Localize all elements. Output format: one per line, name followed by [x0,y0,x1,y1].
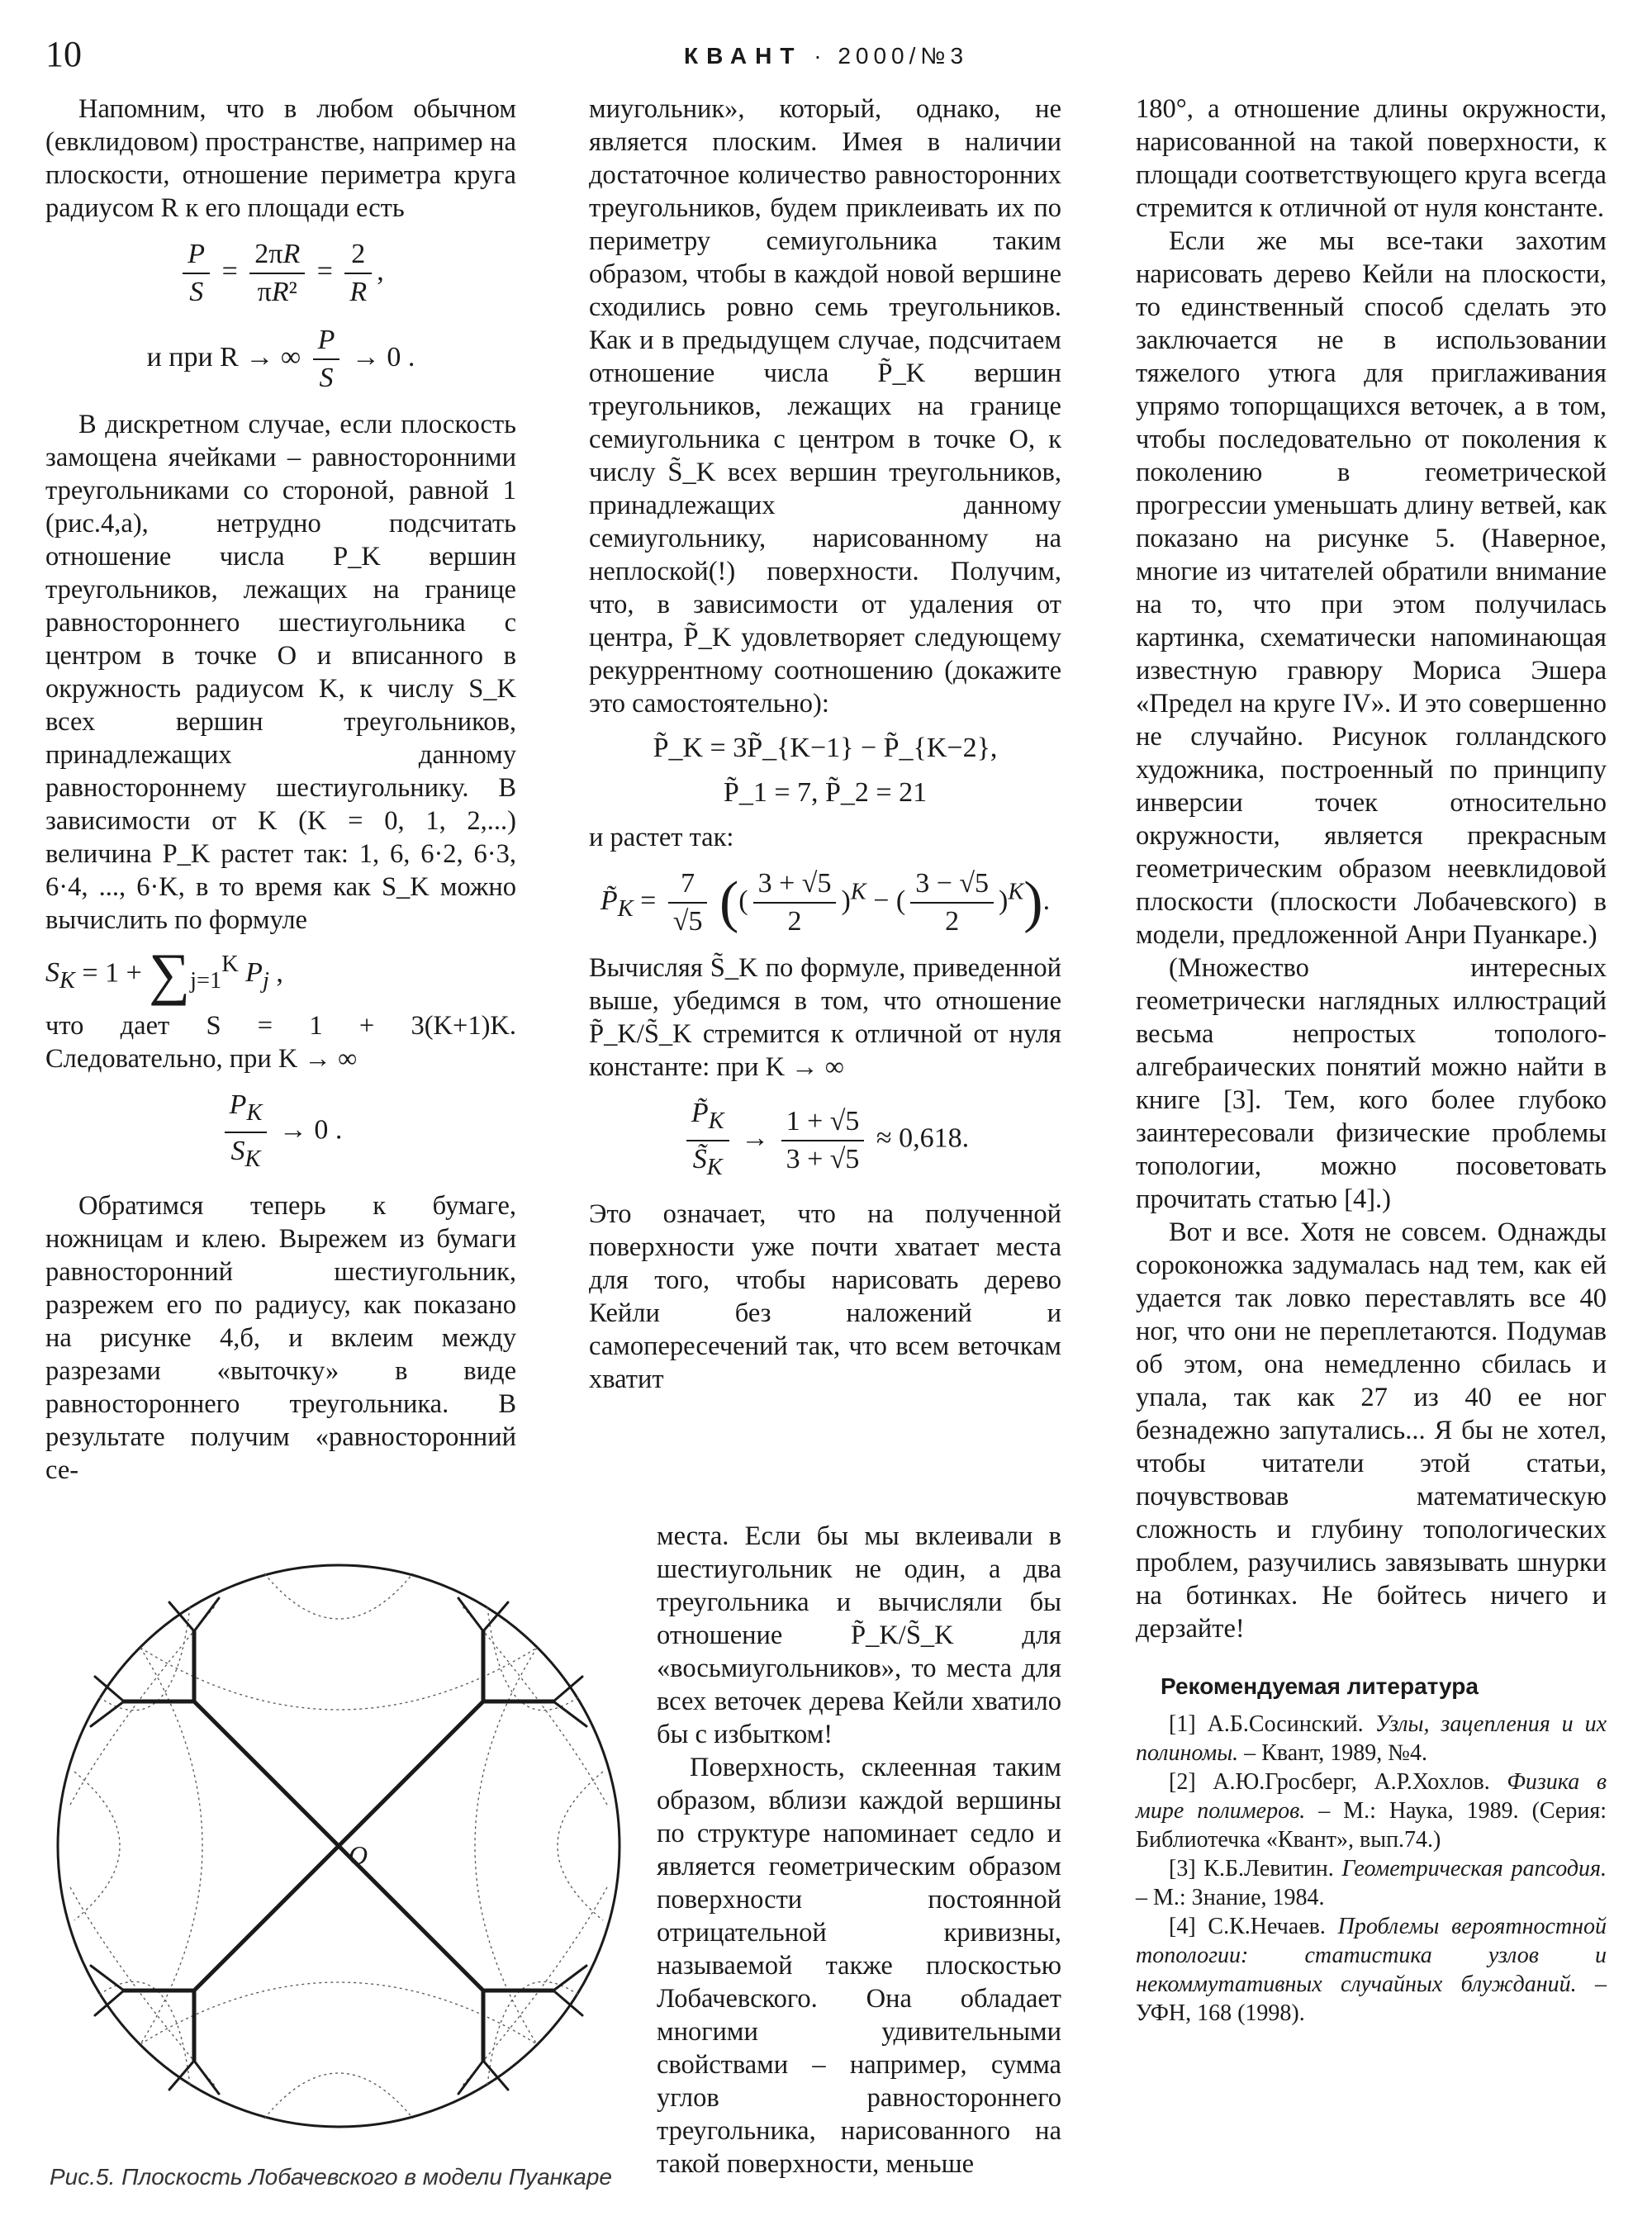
paragraph: Если же мы все-таки захотим нарисовать дерево Кейли на плоскости, то единственный способ сделать это заключается не в использовании тяжелого утюга для приглаживания упрямо топорщащихся веточек, а в том, чтобы последовательно от поколения к поколению в геометрической прогрессии уменьшать длину ветвей, как показано на рисунке 5. (Наверное, многие из читателей обратили внимание на то, что при этом получилась картинка, схематически напоминающая известную гравюру Мориса Эшера «Предел на круге IV». И это совершенно не случайно. Рисунок голландского художника, построенный по принципу инверсии точек относительно окружности, является прекрасным геометрическим образом неевклидовой плоскости (плоскости Лобачевского) в модели, предложенной Анри Пуанкаре.) [1136,226,1607,950]
paragraph: Поверхность, склеенная таким образом, вблизи каждой вершины по структуре напоминает седло и является геометрическим образом поверхности постоянной отрицательной кривизны, называемой также плоскостью Лобачевского. Она обладает многими удивительными свойствами – например, сумма углов равностороннего треугольника, нарисованного на такой поверхности, меньше [657,1753,1061,2179]
center-label: O [349,1840,368,1870]
cayley-tree [91,1598,586,2094]
paragraph: Вычисляя S̃_K по формуле, приведенной выше, убедимся в том, что отношение P̃_K/S̃_K стремится к отличной от нуля константе: при K → ∞ [589,953,1061,1082]
formula-text: и при R → ∞ [146,341,301,372]
page-header [0,33,1652,83]
formula-initial: P̃_1 = 7, P̃_2 = 21 [723,777,928,808]
paragraph: Обратимся теперь к бумаге, ножницам и клею. Вырежем из бумаги равносторонний шестиугольник, разрежем его по радиусу, как показано на рисунке 4,б, и вклеим между разрезами «выточку» в виде равностороннего треугольника. В результате получим «равносторонний се- [45,1190,516,1485]
formula-recurrence: P̃_K = 3P̃_{K−1} − P̃_{K−2}, [653,733,998,763]
issue-number: · 2000/№3 [814,43,969,69]
paragraph: миугольник», который, однако, не является плоским. Имея в наличии достаточное количество равносторонних треугольников, будем приклеивать их по периметру семиугольника таким образом, чтобы в каждой новой вершине сходились ровно семь треугольников. Как и в предыдущем случае, подсчитаем отношение числа P̃_K вершин треугольников, лежащих на границе семиугольника с центром в точке O, к числу S̃_K всех вершин треугольников, принадлежащих данному семиугольнику, нарисованному на неплоской(!) поверхности. Получим, что, в зависимости от удаления от центра, P̃_K удовлетворяет следующему рекуррентному соотношению (докажите это самостоятельно): [589,94,1061,719]
formula-growth: $P̃_K$ = $\frac{7}{√5}$ (( $\frac{3 + √5}{2}$ )$^K$ − ( $\frac{3 - √5}{2}$ )$^K$). [589,866,1061,940]
references-list [1136,1710,1607,2028]
reference-item: [2] А.Ю.Гросберг, А.Р.Хохлов. Физика в мире полимеров. – М.: Наука, 1989. (Серия: Библиотечка «Квант», вып.74.) [1136,1769,1607,1853]
paragraph: (Множество интересных геометрически наглядных иллюстраций весьма непростых тополого-алгебраических понятий можно найти в книге [3]. Тем, кого более глубоко заинтересовали физические проблемы топологии, можно посоветовать прочитать статью [4].) [1136,953,1607,1214]
paragraph: и растет так: [589,823,734,852]
column-3 [1136,93,1607,2028]
paragraph: Вот и все. Хотя не совсем. Однажды сороконожка задумалась над тем, как ей удается так ловко переставлять все 40 ног, что они не переплетаются. Подумав об этом, она немедленно сбилась и упала, так как 27 из 40 ее ног безнадежно запутались... Я бы не хотел, чтобы читатели этой статьи, почувствовав математическую сложность и глубину топологических проблем, разучились завязывать шнурки на ботинках. Не бойтесь ничего и дерзайте! [1136,1217,1607,1644]
paragraph: Напомним, что в любом обычном (евклидовом) пространстве, например на плоскости, отношение периметра круга радиусом R к его площади есть [45,94,516,223]
formula-value: ≈ 0,618. [876,1122,970,1154]
formula-sum: $S_K = 1 + \sum_{j=1}^K$ $P_j$ , [45,942,283,1007]
reference-item: [3] К.Б.Левитин. Геометрическая рапсодия. – М.: Знание, 1984. [1136,1856,1607,1910]
references-heading: Рекомендуемая литература [1161,1673,1479,1699]
reference-item: [4] С.К.Нечаев. Проблемы вероятностной топологии: статистика узлов и некоммутативных случайных блужданий. – УФН, 168 (1998). [1136,1914,1607,2026]
paragraph: 180°, а отношение длины окружности, нарисованной на такой поверхности, к площади соответствующего круга всегда стремится к отличной от нуля константе. [1136,94,1607,223]
formula-ratio-constant: $\frac{P̃_K}{S̃_K}$ → $\frac{1 + √5}{3 + √5}$ ≈ 0,618. [589,1095,1061,1186]
column-1 [45,93,516,1487]
poincare-disk-figure [50,1557,628,2135]
paragraph: Это означает, что на полученной поверхности уже почти хватает места для того, чтобы нарисовать дерево Кейли без наложений и самопересечений так, что всем веточкам хватит [589,1198,1061,1394]
paragraph: В дискретном случае, если плоскость замощена ячейками – равносторонними треугольниками со стороной, равной 1 (рис.4,а), нетрудно подсчитать отношение числа P_K вершин треугольников, лежащих на границе равностороннего шестиугольника с центром в точке O и вписанного в окружность радиусом K, к числу S_K всех вершин треугольников, принадлежащих данному равностороннему шестиугольнику. В зависимости от K (K = 0, 1, 2,...) величина P_K растет так: 1, 6, 6·2, 6·3, 6·4, ..., 6·K, в то время как S_K можно вычислить по формуле [45,410,516,935]
page-number: 10 [45,34,82,74]
paragraph: места. Если бы мы вклеивали в шестиугольник не один, а два треугольника и вычисляли бы отношение P̃_K/S̃_K для «восьмиугольников», то места для всех веточек дерева Кейли хватило бы с избытком! [657,1521,1061,1749]
column-2 [589,93,1061,1396]
reference-item: [1] А.Б.Сосинский. Узлы, зацепления и их полиномы. – Квант, 1989, №4. [1136,1711,1607,1766]
formula-ratio-limit: $\frac{P_K}{S_K}$ → 0 . [45,1087,516,1178]
figure-caption: Рис.5. Плоскость Лобачевского в модели Пуанкаре [50,2164,612,2190]
formula-perimeter-area: $\frac{P}{S}$ = $\frac{2\pi R}{\text{πR²}}$ = $\frac{2}{R}$ , [45,236,516,311]
column-2-continued [657,1520,1061,2180]
formula-limit: и при R → ∞ $\frac{P}{S}$ → 0 . [45,322,516,396]
paragraph: что дает S = 1 + 3(K+1)K. Следовательно, при K → ∞ [45,1011,516,1075]
magazine-title: КВАНТ [683,43,803,69]
magazine-header [0,43,1652,69]
